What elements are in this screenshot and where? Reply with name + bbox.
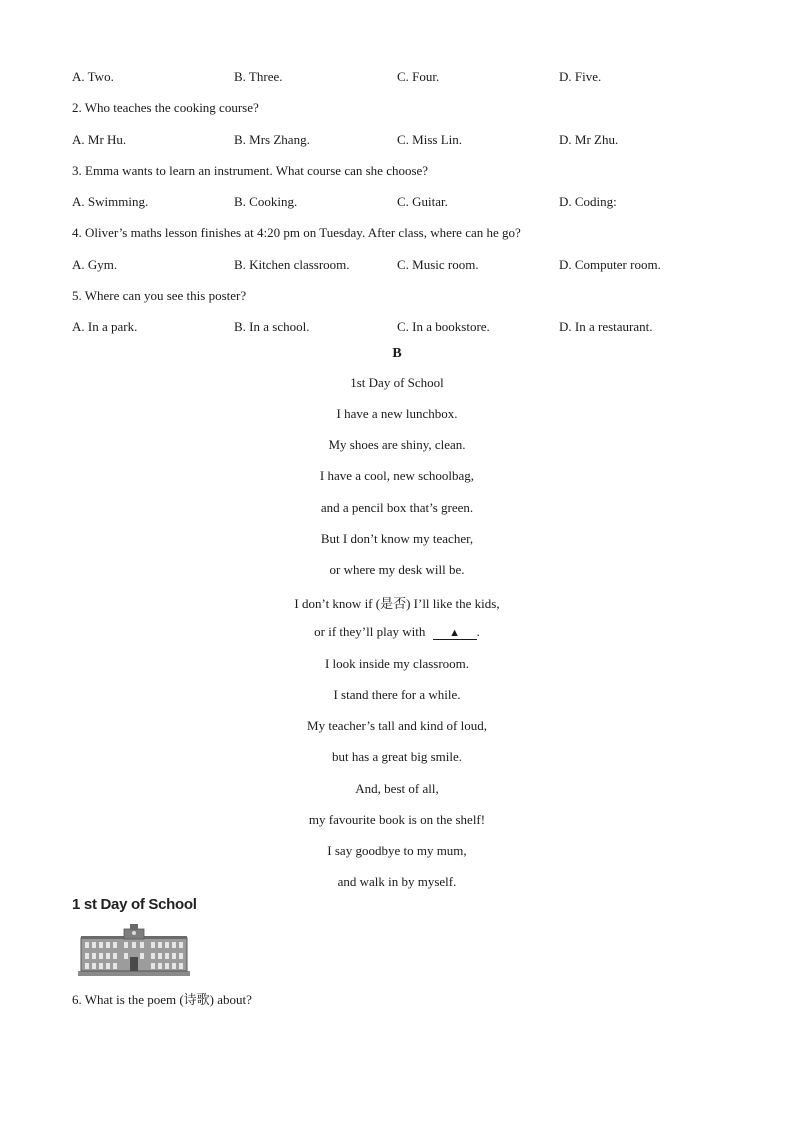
option-d: D. Coding: xyxy=(559,194,617,209)
question-5: 5. Where can you see this poster? xyxy=(72,288,247,303)
option-b: B. Cooking. xyxy=(234,194,298,209)
poem-line: I say goodbye to my mum, xyxy=(327,843,467,858)
school-building-icon xyxy=(78,924,190,978)
question-4: 4. Oliver’s maths lesson finishes at 4:20 pm on Tuesday. After class, where can he go? xyxy=(72,225,521,240)
option-b: B. In a school. xyxy=(234,319,310,334)
option-a: A. Two. xyxy=(72,69,114,84)
option-d: D. In a restaurant. xyxy=(559,319,653,334)
poem-line-with-blank xyxy=(0,624,794,640)
option-a: A. Mr Hu. xyxy=(72,132,127,147)
option-b: B. Three. xyxy=(234,69,283,84)
options-row-q1 xyxy=(72,69,752,87)
option-d: D. Computer room. xyxy=(559,257,661,272)
option-c: C. In a bookstore. xyxy=(397,319,490,334)
blank-end-punct: . xyxy=(476,624,480,639)
poem-line: My shoes are shiny, clean. xyxy=(328,437,466,452)
poem-line: I look inside my classroom. xyxy=(324,656,470,671)
question-6: 6. What is the poem (诗歌) about? xyxy=(72,992,252,1007)
options-row-q3 xyxy=(72,194,752,212)
option-a: A. In a park. xyxy=(72,319,138,334)
options-row-q4 xyxy=(72,257,752,275)
option-c: C. Miss Lin. xyxy=(397,132,463,147)
poem-line: and a pencil box that’s green. xyxy=(320,500,474,515)
poem-line: I have a cool, new schoolbag, xyxy=(319,468,475,483)
section-label: B xyxy=(392,346,402,361)
poem-line: I have a new lunchbox. xyxy=(336,406,458,421)
option-b: B. Mrs Zhang. xyxy=(234,132,310,147)
option-c: C. Music room. xyxy=(397,257,479,272)
poem-line: And, best of all, xyxy=(355,781,439,796)
option-b: B. Kitchen classroom. xyxy=(234,257,350,272)
poem-line: and walk in by myself. xyxy=(337,874,457,889)
poem-line: or where my desk will be. xyxy=(329,562,465,577)
poem-line: or if they’ll play with xyxy=(314,624,426,639)
options-row-q2 xyxy=(72,132,752,150)
option-d: D. Mr Zhu. xyxy=(559,132,619,147)
poem-line: my favourite book is on the shelf! xyxy=(308,812,486,827)
poem-line: But I don’t know my teacher, xyxy=(320,531,474,546)
poem-line: but has a great big smile. xyxy=(332,749,462,764)
option-c: C. Four. xyxy=(397,69,440,84)
poem-title: 1st Day of School xyxy=(350,375,444,390)
poem-line: I don’t know if (是否) I’ll like the kids, xyxy=(294,596,500,611)
question-3: 3. Emma wants to learn an instrument. What course can she choose? xyxy=(72,163,429,178)
poem-line: My teacher’s tall and kind of loud, xyxy=(307,718,487,733)
poster-title: 1 st Day of School xyxy=(72,896,197,913)
option-d: D. Five. xyxy=(559,69,602,84)
options-row-q5 xyxy=(72,319,752,337)
fill-in-blank[interactable]: ▲ xyxy=(433,627,477,640)
option-a: A. Gym. xyxy=(72,257,118,272)
poem-line: I stand there for a while. xyxy=(333,687,461,702)
option-c: C. Guitar. xyxy=(397,194,448,209)
question-2: 2. Who teaches the cooking course? xyxy=(72,100,259,115)
option-a: A. Swimming. xyxy=(72,194,149,209)
